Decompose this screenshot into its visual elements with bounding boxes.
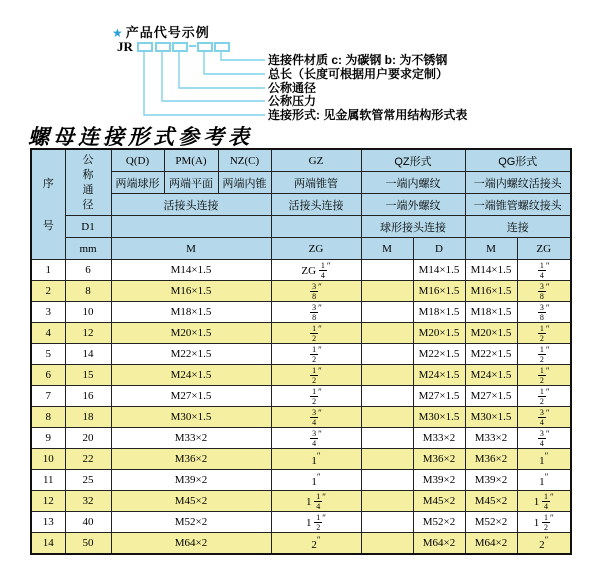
table-cell: $\frac{1}{2}$ ″ (271, 344, 361, 365)
table-cell: $\frac{3}{4}$ ″ (271, 428, 361, 449)
table-cell: $\frac{3}{8}$ ″ (517, 302, 571, 323)
table-cell: $\frac{1}{2}$ ″ (271, 386, 361, 407)
table-cell (361, 407, 413, 428)
table-cell: M39×2 (465, 470, 517, 491)
label-total-length: 总长（长度可根据用户要求定制） (268, 67, 449, 81)
header-seq: 序号 (31, 149, 65, 260)
table-cell: 22 (65, 449, 111, 470)
table-cell: M14×1.5 (111, 260, 271, 281)
header-gz: GZ (271, 149, 361, 172)
header-union-connection: 活接头连接 (111, 194, 271, 216)
table-cell: M22×1.5 (413, 344, 465, 365)
table-row (31, 344, 571, 365)
label-connection-form: 连接形式: 见金属软管常用结构形式表 (268, 108, 468, 122)
table-cell (361, 260, 413, 281)
table-cell: M14×1.5 (465, 260, 517, 281)
table-cell: 4 (31, 323, 65, 344)
table-row (31, 428, 571, 449)
table-cell: 12 (65, 323, 111, 344)
table-row (31, 386, 571, 407)
header-q: Q(D) (111, 149, 164, 172)
table-cell: 50 (65, 533, 111, 555)
header-empty-gz (271, 216, 361, 238)
table-cell (361, 386, 413, 407)
code-box-1 (137, 42, 153, 52)
code-box-4 (197, 42, 213, 52)
table-cell: M30×1.5 (465, 407, 517, 428)
table-cell: M52×2 (413, 512, 465, 533)
table-cell: $\frac{1}{2}$ ″ (517, 323, 571, 344)
table-cell: ZG $\frac{1}{4}$ ″ (271, 260, 361, 281)
table-cell (361, 428, 413, 449)
table-cell: M14×1.5 (413, 260, 465, 281)
header-qz-sub1: 一端内螺纹 (361, 172, 465, 194)
table-cell: 1″ (517, 449, 571, 470)
table-cell: 10 (31, 449, 65, 470)
header-pm: PM(A) (164, 149, 218, 172)
star-icon: ★ (112, 26, 124, 40)
table-cell: M20×1.5 (413, 323, 465, 344)
table-cell: $\frac{1}{2}$ ″ (517, 344, 571, 365)
header-nz: NZ(C) (218, 149, 271, 172)
table-cell: $\frac{3}{8}$ ″ (271, 302, 361, 323)
header-qg-sub1: 一端内螺纹活接头 (465, 172, 571, 194)
table-row (31, 323, 571, 344)
table-cell: M39×2 (413, 470, 465, 491)
product-code-prefix: JR (117, 39, 133, 54)
table-cell: 40 (65, 512, 111, 533)
table-cell (361, 365, 413, 386)
table-cell: 14 (31, 533, 65, 555)
table-cell (361, 302, 413, 323)
table-cell: 12 (31, 491, 65, 512)
table-cell: 6 (65, 260, 111, 281)
table-cell: M33×2 (413, 428, 465, 449)
table-cell: M45×2 (111, 491, 271, 512)
header-q-sub: 两端球形 (111, 172, 164, 194)
table-cell: M36×2 (413, 449, 465, 470)
table-cell: 2″ (517, 533, 571, 555)
table-cell: 7 (31, 386, 65, 407)
label-nominal-diameter: 公称通径 (268, 81, 317, 95)
header-qz-sub2: 一端外螺纹 (361, 194, 465, 216)
table-cell: M30×1.5 (111, 407, 271, 428)
header-qz-d: D (413, 238, 465, 260)
table-cell: M45×2 (465, 491, 517, 512)
table-cell: $\frac{3}{4}$ ″ (271, 407, 361, 428)
table-cell (361, 491, 413, 512)
table-cell: M24×1.5 (111, 365, 271, 386)
table-cell: M22×1.5 (465, 344, 517, 365)
table-cell: M33×2 (111, 428, 271, 449)
table-cell (361, 281, 413, 302)
table-row (31, 302, 571, 323)
table-cell: 1 (31, 260, 65, 281)
table-cell: $\frac{3}{8}$ ″ (271, 281, 361, 302)
table-cell: $\frac{1}{2}$ ″ (271, 365, 361, 386)
table-cell: M22×1.5 (111, 344, 271, 365)
product-code-diagram (0, 0, 600, 122)
table-cell: 2″ (271, 533, 361, 555)
table-cell: M39×2 (111, 470, 271, 491)
table-cell: $\frac{1}{2}$ ″ (517, 386, 571, 407)
table-row (31, 281, 571, 302)
header-qg-m: M (465, 238, 517, 260)
table-cell (361, 533, 413, 555)
table-cell: 20 (65, 428, 111, 449)
header-nominal-diameter: 公称通径 (65, 149, 111, 216)
table-cell (361, 344, 413, 365)
table-cell: M16×1.5 (465, 281, 517, 302)
header-qz: QZ形式 (361, 149, 465, 172)
table-cell: 8 (31, 407, 65, 428)
table-cell: 1 $\frac{1}{2}$ ″ (271, 512, 361, 533)
code-box-5 (214, 42, 230, 52)
table-cell: 15 (65, 365, 111, 386)
header-m: M (111, 238, 271, 260)
header-qg: QG形式 (465, 149, 571, 172)
table-cell: 9 (31, 428, 65, 449)
table-cell: $\frac{3}{4}$ ″ (517, 407, 571, 428)
table-cell: 16 (65, 386, 111, 407)
table-cell: 14 (65, 344, 111, 365)
table-cell: $\frac{1}{4}$ ″ (517, 260, 571, 281)
table-cell: 1″ (271, 470, 361, 491)
header-pm-sub: 两端平面 (164, 172, 218, 194)
table-cell: 32 (65, 491, 111, 512)
table-cell: 25 (65, 470, 111, 491)
table-title: 螺母连接形式参考表 (28, 125, 253, 149)
table-cell: $\frac{1}{2}$ ″ (517, 365, 571, 386)
table-cell: M52×2 (111, 512, 271, 533)
table-cell: 10 (65, 302, 111, 323)
table-cell (361, 323, 413, 344)
table-cell: 1 $\frac{1}{4}$ ″ (517, 491, 571, 512)
table-cell: M16×1.5 (413, 281, 465, 302)
table-row (31, 449, 571, 470)
table-cell: M36×2 (465, 449, 517, 470)
table-cell: M20×1.5 (111, 323, 271, 344)
table-cell: M27×1.5 (413, 386, 465, 407)
header-zg: ZG (271, 238, 361, 260)
table-row (31, 533, 571, 555)
header-d1: D1 (65, 216, 111, 238)
table-cell (361, 512, 413, 533)
diagram-title-text: 产品代号示例 (125, 25, 210, 40)
table-cell: 5 (31, 344, 65, 365)
table-cell: M18×1.5 (465, 302, 517, 323)
table-row (31, 407, 571, 428)
table-cell: M30×1.5 (413, 407, 465, 428)
table-cell: $\frac{3}{8}$ ″ (517, 281, 571, 302)
table-row (31, 365, 571, 386)
header-nz-sub: 两端内锥 (218, 172, 271, 194)
table-cell: M24×1.5 (465, 365, 517, 386)
table-cell: 6 (31, 365, 65, 386)
table-cell: 1″ (517, 470, 571, 491)
table-cell: 8 (65, 281, 111, 302)
code-dash (189, 45, 196, 47)
nut-connection-table (30, 148, 572, 555)
code-box-3 (172, 42, 188, 52)
table-cell (361, 449, 413, 470)
table-cell: M33×2 (465, 428, 517, 449)
table-cell: 1 $\frac{1}{2}$ ″ (517, 512, 571, 533)
table-cell: M64×2 (465, 533, 517, 555)
table-cell: $\frac{3}{4}$ ″ (517, 428, 571, 449)
table-row (31, 491, 571, 512)
table-cell: 11 (31, 470, 65, 491)
table-cell: $\frac{1}{2}$ ″ (271, 323, 361, 344)
table-cell: M45×2 (413, 491, 465, 512)
header-gz-connection: 活接头连接 (271, 194, 361, 216)
header-qg-sub2: 一端锥管螺纹接头 (465, 194, 571, 216)
table-row (31, 470, 571, 491)
table-cell: M20×1.5 (465, 323, 517, 344)
table-cell: M18×1.5 (413, 302, 465, 323)
table-cell: M36×2 (111, 449, 271, 470)
table-cell: M27×1.5 (465, 386, 517, 407)
header-qz-m: M (361, 238, 413, 260)
header-qg-connection: 连接 (465, 216, 571, 238)
table-cell (361, 470, 413, 491)
header-empty-m (111, 216, 271, 238)
label-nominal-pressure: 公称压力 (268, 94, 317, 108)
header-qg-zg: ZG (517, 238, 571, 260)
code-box-2 (155, 42, 171, 52)
table-header (31, 149, 571, 260)
table-cell: M18×1.5 (111, 302, 271, 323)
label-material: 连接件材质 c: 为碳钢 b: 为不锈钢 (268, 53, 448, 67)
header-mm: mm (65, 238, 111, 260)
table-cell: 1 $\frac{1}{4}$ ″ (271, 491, 361, 512)
table-cell: M64×2 (111, 533, 271, 555)
table-cell: M52×2 (465, 512, 517, 533)
table-cell: 1″ (271, 449, 361, 470)
table-cell: 13 (31, 512, 65, 533)
header-gz-sub: 两端锥管 (271, 172, 361, 194)
table-cell: M24×1.5 (413, 365, 465, 386)
table-cell: M64×2 (413, 533, 465, 555)
table-cell: 18 (65, 407, 111, 428)
header-qz-connection: 球形接头连接 (361, 216, 465, 238)
table-cell: 3 (31, 302, 65, 323)
table-cell: M16×1.5 (111, 281, 271, 302)
table-row (31, 260, 571, 281)
table-row (31, 512, 571, 533)
table-cell: 2 (31, 281, 65, 302)
table-body (31, 260, 571, 555)
table-cell: M27×1.5 (111, 386, 271, 407)
